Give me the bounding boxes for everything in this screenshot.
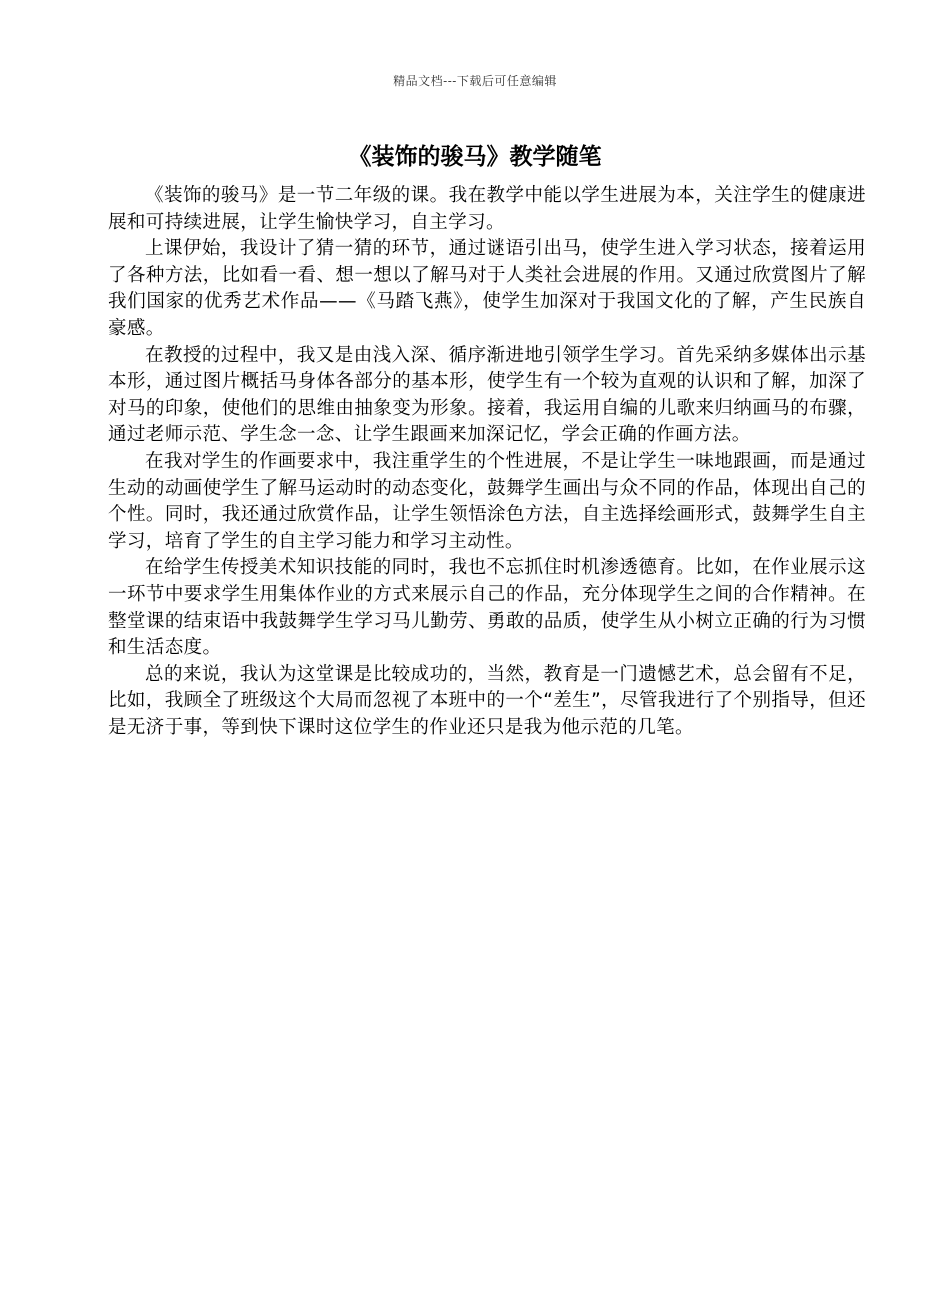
document-body bbox=[108, 183, 866, 741]
header-note: 精品文档---下载后可任意编辑 bbox=[393, 74, 557, 88]
paragraph: 在教授的过程中，我又是由浅入深、循序渐进地引领学生学习。首先采纳多媒体出示基本形，通过图片概括马身体各部分的基本形，使学生有一个较为直观的认识和了解，加深了对马的印象，使他们的思维由抽象变为形象。接着，我运用自编的儿歌来归纳画马的布骤，通过老师示范、学生念一念、让学生跟画来加深记忆，学会正确的作画方法。 bbox=[108, 344, 866, 446]
document-title: 《装饰的骏马》教学随笔 bbox=[348, 144, 602, 170]
paragraph: 《装饰的骏马》是一节二年级的课。我在教学中能以学生进展为本，关注学生的健康进展和可持续进展，让学生愉快学习，自主学习。 bbox=[108, 185, 866, 233]
paragraph: 在给学生传授美术知识技能的同时，我也不忘抓住时机渗透德育。比如，在作业展示这一环节中要求学生用集体作业的方式来展示自己的作品，充分体现学生之间的合作精神。在整堂课的结束语中我鼓舞学生学习马儿勤劳、勇敢的品质，使学生从小树立正确的行为习惯和生活态度。 bbox=[108, 557, 866, 659]
paragraph: 上课伊始，我设计了猜一猜的环节，通过谜语引出马，使学生进入学习状态，接着运用了各种方法，比如看一看、想一想以了解马对于人类社会进展的作用。又通过欣赏图片了解我们国家的优秀艺术作品——《马踏飞燕》，使学生加深对于我国文化的了解，产生民族自豪感。 bbox=[108, 238, 866, 339]
paragraph: 总的来说，我认为这堂课是比较成功的，当然，教育是一门遗憾艺术，总会留有不足，比如，我顾全了班级这个大局而忽视了本班中的一个“差生”，尽管我进行了个别指导，但还是无济于事，等到快下课时这位学生的作业还只是我为他示范的几笔。 bbox=[108, 663, 866, 738]
paragraph: 在我对学生的作画要求中，我注重学生的个性进展，不是让学生一味地跟画，而是通过生动的动画使学生了解马运动时的动态变化，鼓舞学生画出与众不同的作品，体现出自己的个性。同时，我还通过欣赏作品，让学生领悟涂色方法，自主选择绘画形式，鼓舞学生自主学习，培育了学生的自主学习能力和学习主动性。 bbox=[108, 450, 866, 552]
